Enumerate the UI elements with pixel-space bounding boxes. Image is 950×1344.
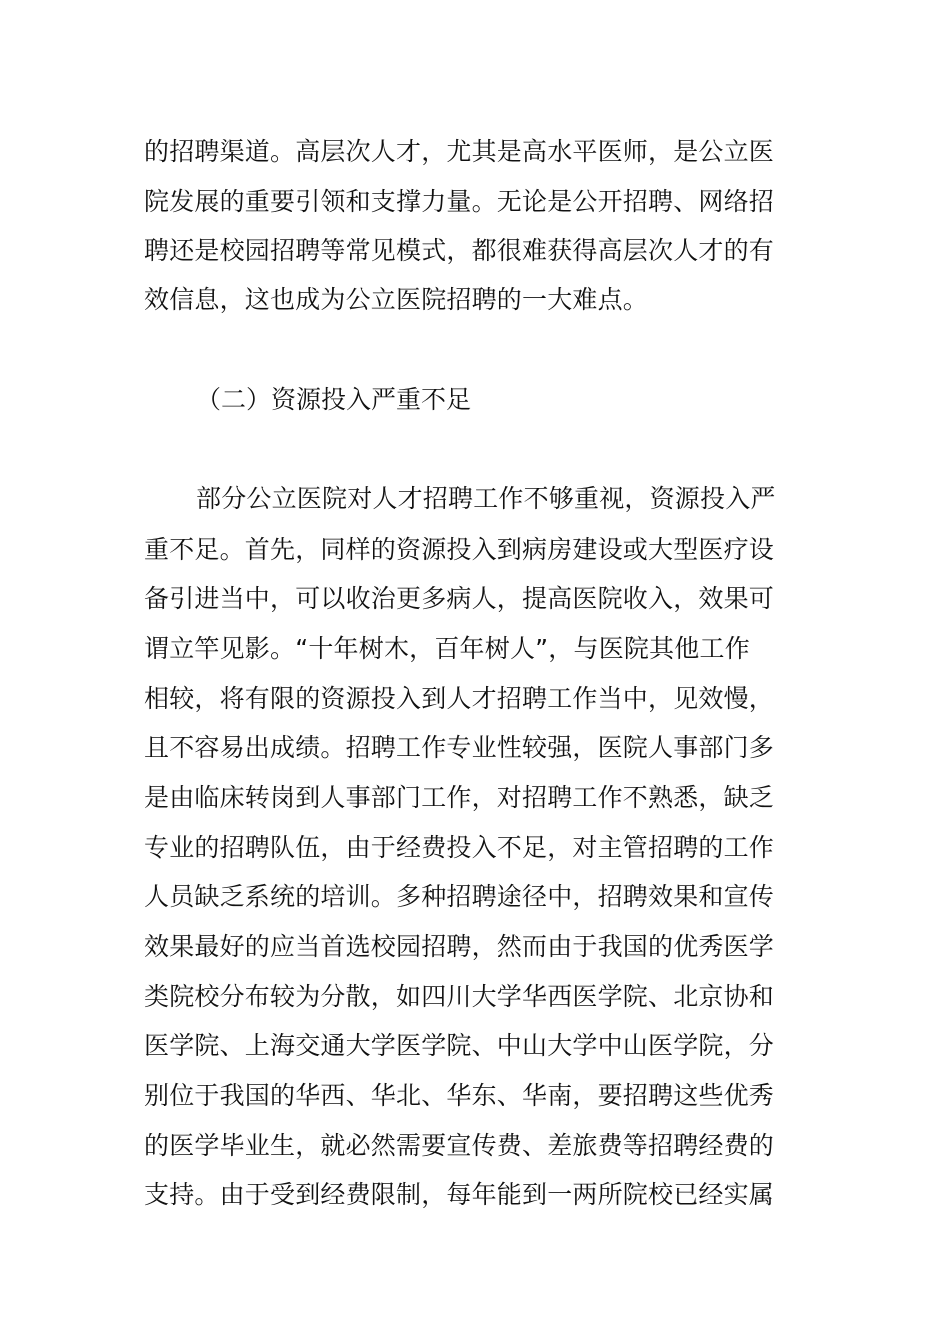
paragraph-2-line: 谓立竿见影。“十年树木，百年树人”，与医院其他工作 [144,634,750,663]
paragraph-2-line: 备引进当中，可以收治更多病人，提高医院收入，效果可 [144,584,775,613]
section-heading: （二）资源投入严重不足 [196,385,472,414]
paragraph-2-line: 重不足。首先，同样的资源投入到病房建设或大型医疗设 [144,535,775,564]
paragraph-2-line: 效果最好的应当首选校园招聘，然而由于我国的优秀医学 [144,932,775,961]
paragraph-1-line: 的招聘渠道。高层次人才，尤其是高水平医师，是公立医 [144,137,775,166]
paragraph-2-line: 别位于我国的华西、华北、华东、华南，要招聘这些优秀 [144,1081,775,1110]
paragraph-2-line: 是由临床转岗到人事部门工作，对招聘工作不熟悉，缺乏 [144,783,775,812]
paragraph-2-line: 支持。由于受到经费限制，每年能到一两所院校已经实属 [144,1180,775,1209]
paragraph-2-line: 人员缺乏系统的培训。多种招聘途径中，招聘效果和宣传 [144,882,775,911]
paragraph-2-line: 医学院、上海交通大学医学院、中山大学中山医学院，分 [144,1031,775,1060]
paragraph-2-line: 部分公立医院对人才招聘工作不够重视，资源投入严 [196,484,776,513]
paragraph-2-line: 相较，将有限的资源投入到人才招聘工作当中，见效慢， [144,684,775,713]
paragraph-1-line: 院发展的重要引领和支撑力量。无论是公开招聘、网络招 [144,187,775,216]
paragraph-2-line: 且不容易出成绩。招聘工作专业性较强，医院人事部门多 [144,733,775,762]
paragraph-1-line: 效信息，这也成为公立医院招聘的一大难点。 [144,285,649,314]
paragraph-2-line: 专业的招聘队伍，由于经费投入不足，对主管招聘的工作 [144,833,775,862]
paragraph-2-line: 类院校分布较为分散，如四川大学华西医学院、北京协和 [144,982,775,1011]
paragraph-2-line: 的医学毕业生，就必然需要宣传费、差旅费等招聘经费的 [144,1131,775,1160]
paragraph-1-line: 聘还是校园招聘等常见模式，都很难获得高层次人才的有 [144,236,775,265]
